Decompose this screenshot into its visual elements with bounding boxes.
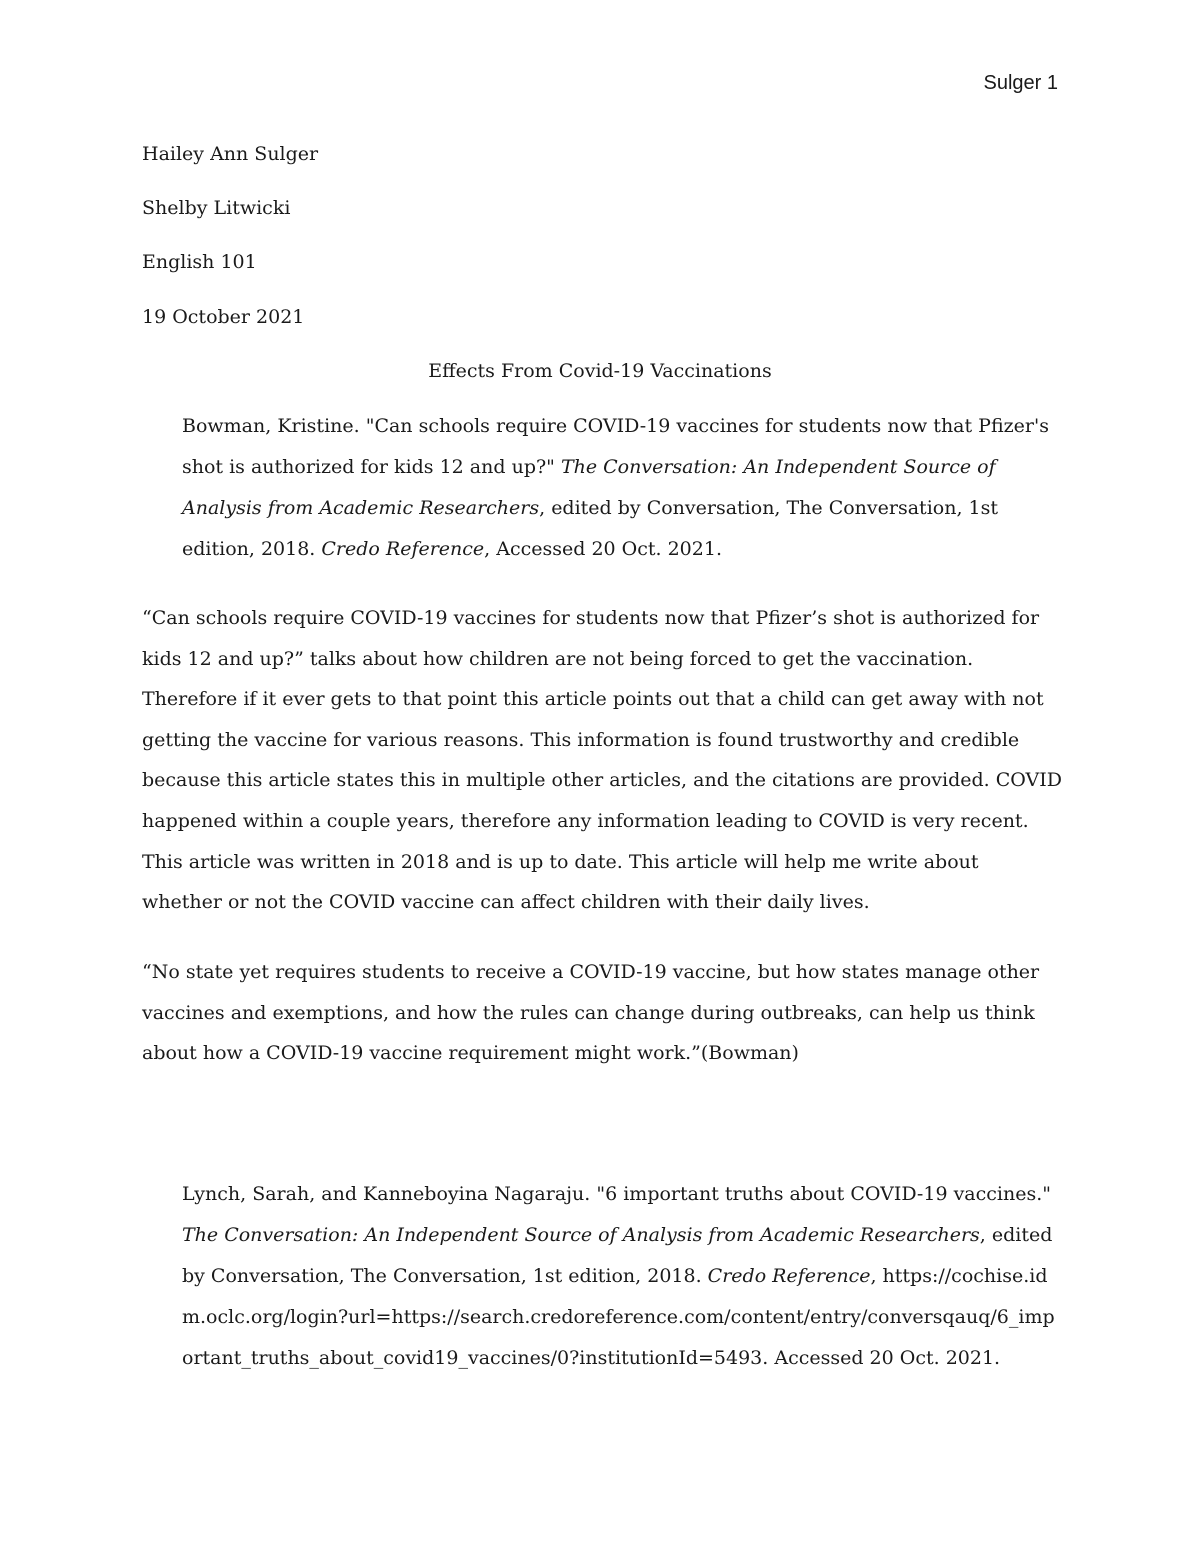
quote-paragraph: “No state yet requires students to receive a COVID-19 vaccine, but how states manage other vaccines and exemptions, and how the rules can change during outbreaks, can help us think about how a COVID-19 vaccine requirement might work.”(Bowman) (142, 961, 1040, 1065)
running-head: Sulger 1 (983, 72, 1058, 94)
citation-mid: , edited by Conversation, The Conversation, 1st edition, 2018. (182, 497, 998, 560)
instructor-name: Shelby Litwicki (142, 197, 291, 219)
course-name: English 101 (142, 251, 257, 273)
page-title: Effects From Covid-19 Vaccinations (428, 360, 772, 382)
citation-bowman (182, 406, 1062, 570)
citation-database: Credo Reference (321, 538, 485, 560)
citation-lead: Lynch, Sarah, and Kanneboyina Nagaraju. "6 important truths about COVID-19 vaccines." (182, 1183, 1051, 1205)
citation-tail: Accessed 20 Oct. 2021. (768, 1347, 1001, 1369)
citation-comma: , (870, 1265, 883, 1287)
citation-url: https://cochise.idm.oclc.org/login?url=https://search.credoreference.com/content/entry/conversqauq/6_important_truths_about_covid19_vaccines/0?institutionId=5493. (182, 1265, 1055, 1369)
citation-database: Credo Reference (707, 1265, 871, 1287)
annotation-paragraph: “Can schools require COVID-19 vaccines for students now that Pfizer’s shot is authorized for kids 12 and up?” talks about how children are not being forced to get the vaccination. Therefore if it ever gets to that point this article points out that a child can get away with not getting the vaccine for various reasons. This information is found trustworthy and credible because this article states this in multiple other articles, and the citations are provided. COVID happened within a couple years, therefore any information leading to COVID is very recent. This article was written in 2018 and is up to date. This article will help me write about whether or not the COVID vaccine can affect children with their daily lives. (142, 607, 1062, 914)
student-name: Hailey Ann Sulger (142, 143, 319, 165)
citation-tail: , Accessed 20 Oct. 2021. (484, 538, 722, 560)
citation-lynch (182, 1174, 1062, 1379)
citation-source: The Conversation: An Independent Source of Analysis from Academic Researchers (182, 1224, 980, 1246)
citation-mid: , edited by Conversation, The Conversation, 1st edition, 2018. (182, 1224, 1053, 1287)
citation-source: The Conversation: An Independent Source of Analysis from Academic Researchers (182, 456, 996, 519)
date: 19 October 2021 (142, 306, 305, 328)
citation-lead: Bowman, Kristine. "Can schools require COVID-19 vaccines for students now that Pfizer's shot is authorized for kids 12 and up?" (182, 415, 1049, 478)
